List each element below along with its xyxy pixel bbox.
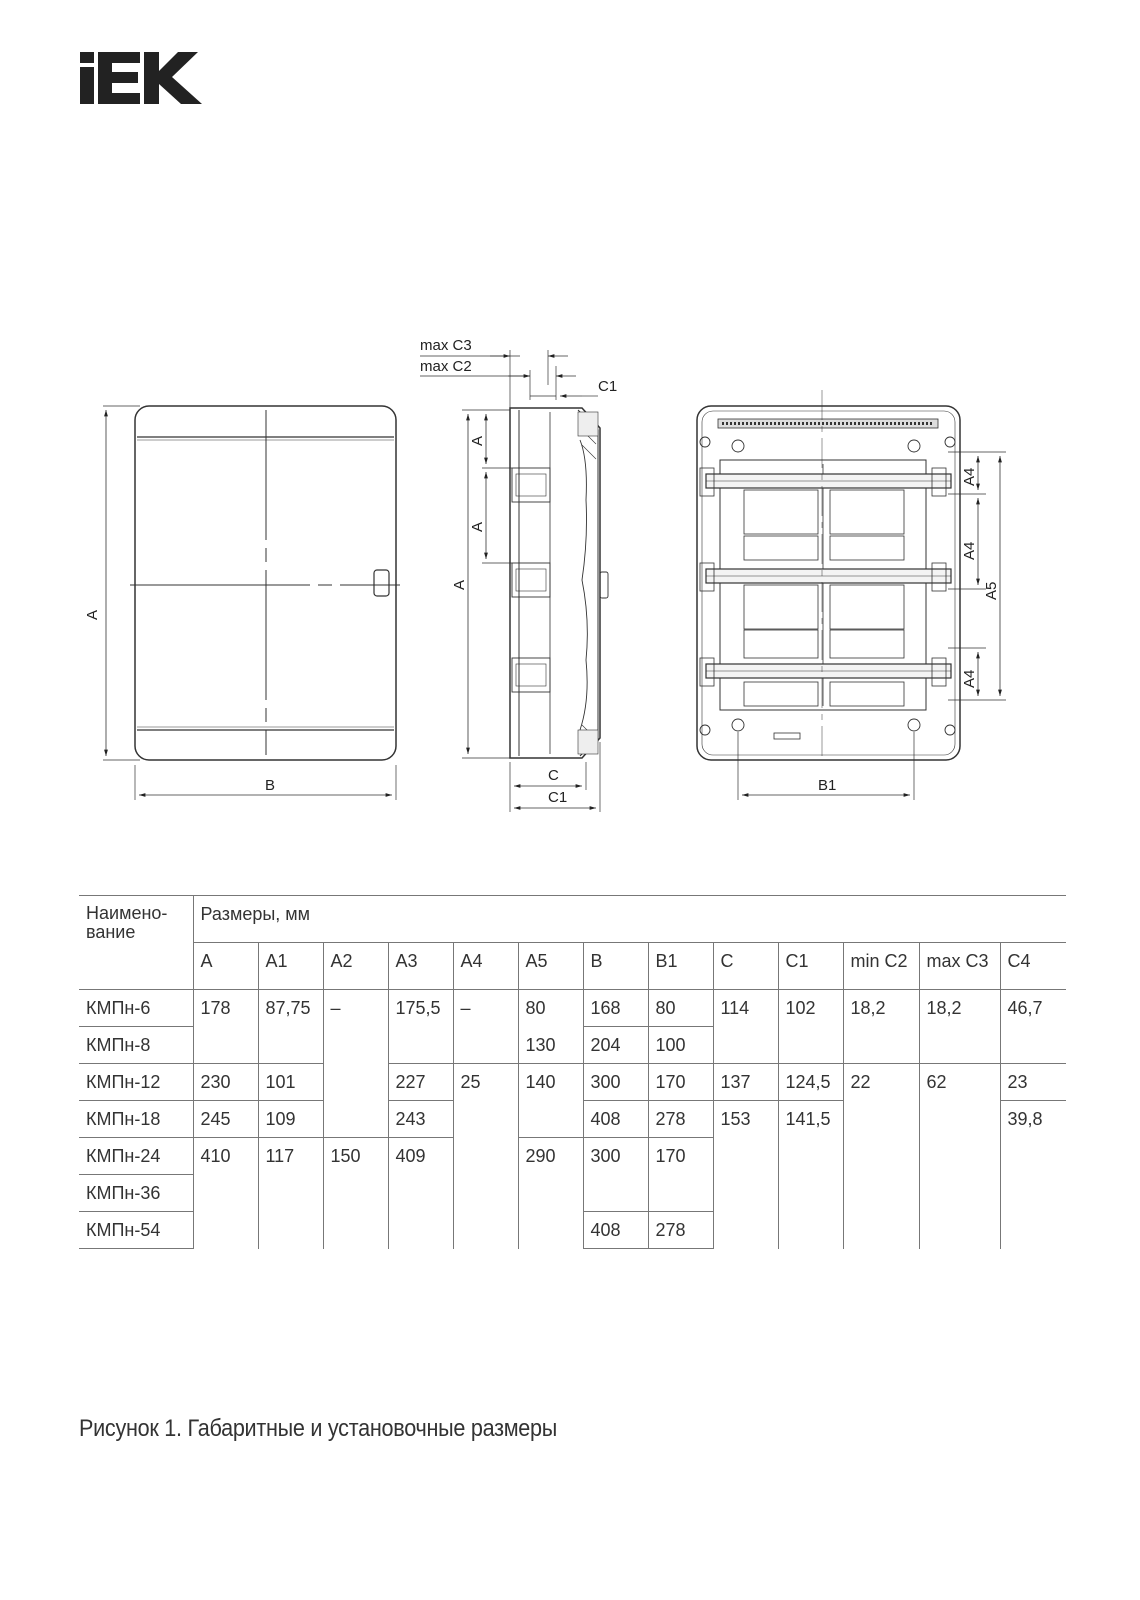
row-name: КМПн-36 bbox=[79, 1175, 193, 1212]
cell-c4: 39,8 bbox=[1000, 1101, 1066, 1249]
cell-a: 230 bbox=[193, 1064, 258, 1101]
figure-caption: Рисунок 1. Габаритные и установочные размеры bbox=[79, 1415, 558, 1442]
cell-min-c2: 18,2 bbox=[843, 990, 919, 1064]
col-header-c4: C4 bbox=[1000, 943, 1066, 990]
cell-min-c2: 22 bbox=[843, 1064, 919, 1249]
row-name: КМПн-6 bbox=[86, 998, 151, 1018]
col-header-a2: A2 bbox=[323, 943, 388, 990]
cell-a4: – bbox=[453, 990, 518, 1064]
col-header-a1: A1 bbox=[258, 943, 323, 990]
col-header-c1: C1 bbox=[778, 943, 843, 990]
cell-b1: 100 bbox=[648, 1027, 713, 1064]
cell-b: 204 bbox=[583, 1027, 648, 1064]
cell-b: 168 bbox=[583, 990, 648, 1027]
side-a-total-label: A bbox=[451, 579, 468, 590]
col-header-b1: B1 bbox=[648, 943, 713, 990]
cell-max-c3: 62 bbox=[919, 1064, 1000, 1249]
cell-b: 408 bbox=[583, 1101, 648, 1138]
side-c1-bottom-label: C1 bbox=[548, 789, 568, 806]
cell-c: 153 bbox=[713, 1101, 778, 1249]
cell-a1: 109 bbox=[258, 1101, 323, 1138]
cell-a: 245 bbox=[193, 1101, 258, 1138]
side-max-c3-label: max C3 bbox=[420, 337, 472, 354]
cell-a4: 25 bbox=[453, 1064, 518, 1249]
side-a-upper-label: A bbox=[469, 435, 486, 446]
row-name: КМПн-12 bbox=[79, 1064, 193, 1101]
col-header-a: A bbox=[193, 943, 258, 990]
side-c1-top-label: C1 bbox=[598, 378, 618, 395]
side-c-bottom-label: C bbox=[548, 767, 559, 784]
col-header-max-c3: max C3 bbox=[919, 943, 1000, 990]
cell-b: 300 bbox=[583, 1138, 648, 1212]
side-a-middle-label: A bbox=[469, 521, 486, 532]
cell-c1: 102 bbox=[778, 990, 843, 1064]
cell-max-c3: 18,2 bbox=[919, 990, 1000, 1064]
cell-a3: 175,5 bbox=[388, 990, 453, 1064]
cell-c: 137 bbox=[713, 1064, 778, 1101]
front-view bbox=[103, 406, 400, 800]
inner-view bbox=[697, 390, 1006, 800]
cell-b1: 278 bbox=[648, 1212, 713, 1249]
cell-a: 410 bbox=[193, 1138, 258, 1249]
table-row bbox=[79, 990, 1066, 1027]
cell-c4: 23 bbox=[1000, 1064, 1066, 1101]
row-name: КМПн-18 bbox=[79, 1101, 193, 1138]
cell-b1: 170 bbox=[648, 1064, 713, 1101]
name-header-line1: Наимено- bbox=[86, 903, 168, 923]
cell-b1: 170 bbox=[648, 1138, 713, 1212]
cell-b: 300 bbox=[583, 1064, 648, 1101]
col-header-a5: A5 bbox=[518, 943, 583, 990]
cell-a1: 87,75 bbox=[258, 990, 323, 1064]
cell-a1: 101 bbox=[258, 1064, 323, 1101]
cell-a3: 243 bbox=[388, 1101, 453, 1138]
cell-a: 178 bbox=[193, 990, 258, 1064]
side-max-c2-label: max C2 bbox=[420, 358, 472, 375]
cell-a2 bbox=[323, 1064, 388, 1138]
table-row bbox=[79, 1064, 1066, 1101]
cell-b: 408 bbox=[583, 1212, 648, 1249]
cell-a5: 130 bbox=[518, 1027, 583, 1064]
inner-a4-top-label: A4 bbox=[961, 467, 978, 486]
cell-c: 114 bbox=[713, 990, 778, 1064]
cell-a1: 117 bbox=[258, 1138, 323, 1249]
sizes-header: Размеры, мм bbox=[193, 896, 1066, 943]
cell-b1: 80 bbox=[648, 990, 713, 1027]
cell-c1: 124,5 bbox=[778, 1064, 843, 1101]
cell-a3: 409 bbox=[388, 1138, 453, 1249]
cell-a3: 227 bbox=[388, 1064, 453, 1101]
dimensions-table bbox=[79, 895, 1066, 1249]
front-dim-a-label: A bbox=[84, 609, 101, 620]
name-header bbox=[79, 896, 193, 990]
row-name: КМПн-24 bbox=[79, 1138, 193, 1175]
col-header-min-c2: min C2 bbox=[843, 943, 919, 990]
cell-b1: 278 bbox=[648, 1101, 713, 1138]
col-header-c: C bbox=[713, 943, 778, 990]
cell-c1: 141,5 bbox=[778, 1101, 843, 1249]
cell-a2: 150 bbox=[323, 1138, 388, 1249]
cell-a2: – bbox=[323, 990, 388, 1064]
name-header-line2: вание bbox=[86, 922, 136, 942]
inner-b1-label: B1 bbox=[818, 777, 837, 794]
cell-a5: 140 bbox=[518, 1064, 583, 1138]
inner-a5-label: A5 bbox=[983, 581, 1000, 600]
inner-a4-bottom-label: A4 bbox=[961, 669, 978, 688]
side-view bbox=[420, 350, 608, 812]
col-header-a4: A4 bbox=[453, 943, 518, 990]
inner-a4-mid-label: A4 bbox=[961, 541, 978, 560]
col-header-a3: A3 bbox=[388, 943, 453, 990]
cell-a5: 290 bbox=[518, 1138, 583, 1249]
cell-c4: 46,7 bbox=[1000, 990, 1066, 1064]
col-header-b: B bbox=[583, 943, 648, 990]
row-name: КМПн-54 bbox=[79, 1212, 193, 1249]
row-name: КМПн-8 bbox=[79, 1027, 193, 1064]
cell-a5: 80 bbox=[518, 990, 583, 1027]
front-dim-b-label: B bbox=[265, 777, 276, 794]
